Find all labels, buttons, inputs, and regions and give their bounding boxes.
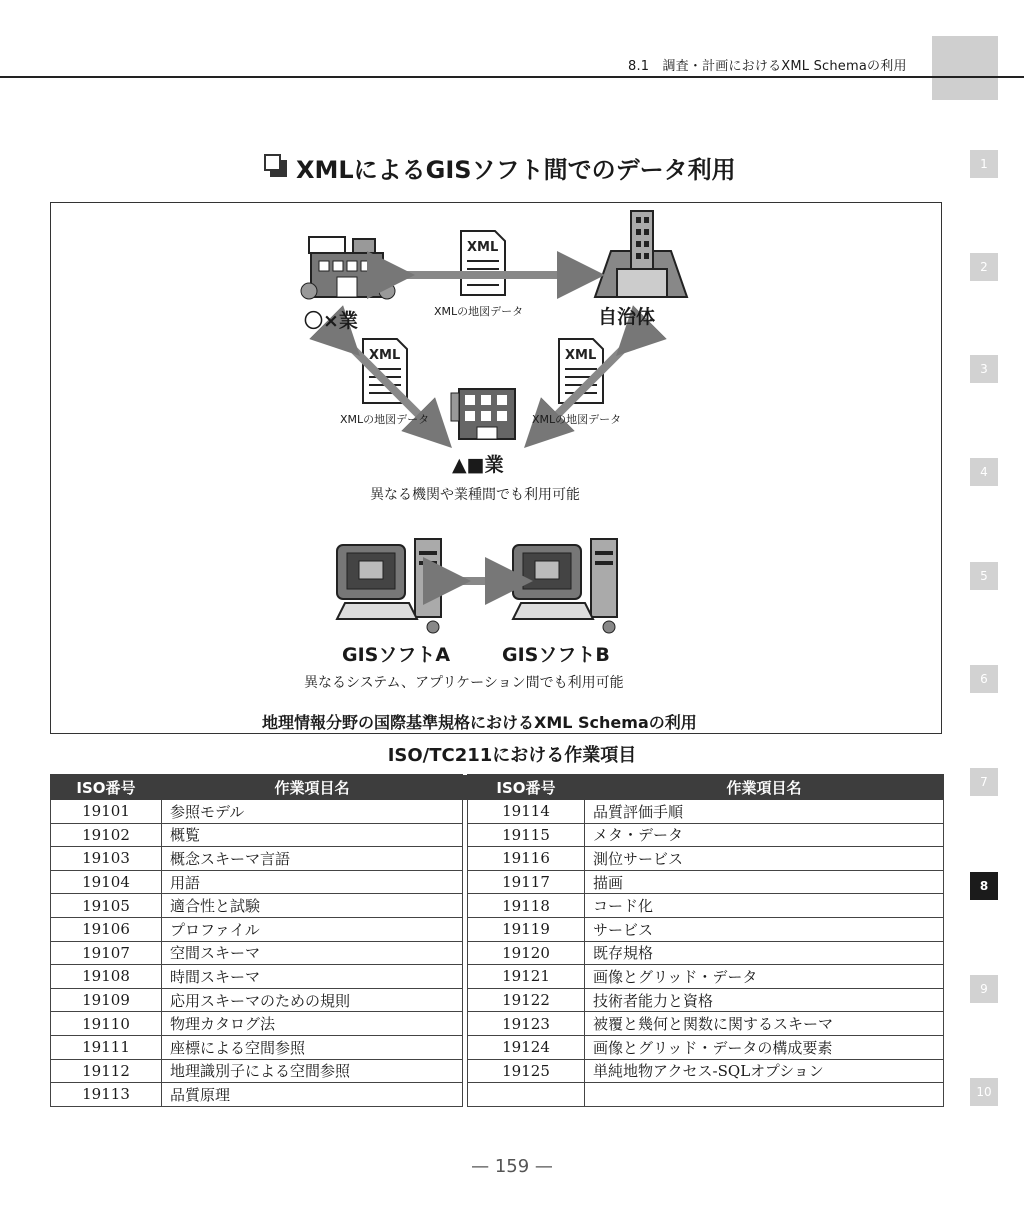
section-title: XMLによるGISソフト間でのデータ利用 xyxy=(296,156,736,184)
header-work-item-left: 作業項目名 xyxy=(162,775,463,800)
computer-a-icon xyxy=(337,539,441,633)
iso-number: 19109 xyxy=(51,988,162,1012)
iso-number: 19120 xyxy=(468,941,585,965)
iso-number: 19121 xyxy=(468,965,585,989)
work-item-name: 画像とグリッド・データの構成要素 xyxy=(585,1035,944,1059)
municipality-label: 自治体 xyxy=(598,306,656,328)
iso-number: 19107 xyxy=(51,941,162,965)
xml-doc-label-left: XML xyxy=(369,348,401,363)
chapter-tab-3[interactable]: 3 xyxy=(970,355,998,383)
xml-map-data-left: XMLの地図データ xyxy=(340,413,430,426)
xml-map-data-top: XMLの地図データ xyxy=(434,305,524,318)
header-rule xyxy=(0,76,1024,78)
work-item-name: 描画 xyxy=(585,870,944,894)
work-item-name: 地理識別子による空間参照 xyxy=(162,1059,463,1083)
table-row xyxy=(51,941,944,965)
table-row xyxy=(51,800,944,824)
work-item-name: 被覆と幾何と関数に関するスキーマ xyxy=(585,1012,944,1036)
computer-b-icon xyxy=(513,539,617,633)
iso-number: 19105 xyxy=(51,894,162,918)
table-row xyxy=(51,988,944,1012)
caption-systems: 異なるシステム、アプリケーション間でも利用可能 xyxy=(304,675,624,691)
work-item-name: 概念スキーマ言語 xyxy=(162,847,463,871)
center-company-building-icon xyxy=(451,389,515,439)
header-iso-number-right: ISO番号 xyxy=(468,775,585,800)
work-item-name xyxy=(585,1083,944,1107)
table-header-row xyxy=(51,775,944,800)
iso-number: 19101 xyxy=(51,800,162,824)
table-row xyxy=(51,823,944,847)
xml-map-data-right: XMLの地図データ xyxy=(532,413,622,426)
work-item-name: 用語 xyxy=(162,870,463,894)
xml-doc-label-right: XML xyxy=(565,348,597,363)
work-item-name: 品質評価手順 xyxy=(585,800,944,824)
iso-number: 19103 xyxy=(51,847,162,871)
work-item-name: 時間スキーマ xyxy=(162,965,463,989)
iso-number: 19118 xyxy=(468,894,585,918)
gis-b-label: GISソフトB xyxy=(502,644,610,666)
gis-a-label: GISソフトA xyxy=(342,644,451,666)
chapter-tab-7[interactable]: 7 xyxy=(970,768,998,796)
iso-number: 19116 xyxy=(468,847,585,871)
work-item-name: 単純地物アクセス-SQLオプション xyxy=(585,1059,944,1083)
chapter-tab-9[interactable]: 9 xyxy=(970,975,998,1003)
header-iso-number-left: ISO番号 xyxy=(51,775,162,800)
table-row xyxy=(51,1012,944,1036)
table-row xyxy=(51,965,944,989)
iso-number: 19123 xyxy=(468,1012,585,1036)
work-item-name: 適合性と試験 xyxy=(162,894,463,918)
header-tab-decoration xyxy=(932,36,998,100)
iso-number: 19124 xyxy=(468,1035,585,1059)
work-item-name: プロファイル xyxy=(162,917,463,941)
chapter-tab-6[interactable]: 6 xyxy=(970,665,998,693)
xml-doc-label-top: XML xyxy=(467,240,499,255)
figure-bottom-caption: 地理情報分野の国際基準規格におけるXML Schemaの利用 xyxy=(262,713,697,732)
iso-number: 19119 xyxy=(468,917,585,941)
iso-number: 19113 xyxy=(51,1083,162,1107)
work-item-name: 物理カタログ法 xyxy=(162,1012,463,1036)
company2-label: ▲■業 xyxy=(452,454,504,476)
work-item-name: 測位サービス xyxy=(585,847,944,871)
work-item-name: 座標による空間参照 xyxy=(162,1035,463,1059)
iso-number: 19104 xyxy=(51,870,162,894)
section-bullet-icon xyxy=(264,154,288,178)
iso-number: 19117 xyxy=(468,870,585,894)
table-row xyxy=(51,894,944,918)
municipality-building-icon xyxy=(595,211,687,297)
xml-document-icon-top xyxy=(461,231,505,295)
chapter-tab-8-active[interactable]: 8 xyxy=(970,872,998,900)
iso-number: 19111 xyxy=(51,1035,162,1059)
chapter-tab-4[interactable]: 4 xyxy=(970,458,998,486)
table-row xyxy=(51,847,944,871)
work-item-name: 概覧 xyxy=(162,823,463,847)
work-item-name: 画像とグリッド・データ xyxy=(585,965,944,989)
company1-label: 〇×業 xyxy=(304,310,358,332)
iso-number: 19112 xyxy=(51,1059,162,1083)
chapter-tab-1[interactable]: 1 xyxy=(970,150,998,178)
company-building-icon xyxy=(301,237,395,299)
table-title: ISO/TC211における作業項目 xyxy=(387,745,637,766)
work-item-name: コード化 xyxy=(585,894,944,918)
header-work-item-right: 作業項目名 xyxy=(585,775,944,800)
chapter-tab-2[interactable]: 2 xyxy=(970,253,998,281)
chapter-tab-10[interactable]: 10 xyxy=(970,1078,998,1106)
iso-number: 19102 xyxy=(51,823,162,847)
work-item-name: 品質原理 xyxy=(162,1083,463,1107)
work-item-name: 応用スキーマのための規則 xyxy=(162,988,463,1012)
table-row xyxy=(51,1083,944,1107)
work-item-name: メタ・データ xyxy=(585,823,944,847)
iso-work-items-table xyxy=(50,774,944,1107)
iso-number: 19106 xyxy=(51,917,162,941)
chapter-tab-5[interactable]: 5 xyxy=(970,562,998,590)
table-row xyxy=(51,917,944,941)
iso-number: 19125 xyxy=(468,1059,585,1083)
table-row xyxy=(51,1035,944,1059)
work-item-name: 技術者能力と資格 xyxy=(585,988,944,1012)
running-header: 8.1 調査・計画におけるXML Schemaの利用 xyxy=(628,59,907,74)
iso-number: 19114 xyxy=(468,800,585,824)
work-item-name: 参照モデル xyxy=(162,800,463,824)
iso-number: 19115 xyxy=(468,823,585,847)
iso-number xyxy=(468,1083,585,1107)
iso-number: 19122 xyxy=(468,988,585,1012)
caption-organizations: 異なる機関や業種間でも利用可能 xyxy=(370,487,580,503)
table-row xyxy=(51,870,944,894)
work-item-name: サービス xyxy=(585,917,944,941)
page-number: — 159 — xyxy=(471,1156,553,1177)
table-row xyxy=(51,1059,944,1083)
iso-number: 19108 xyxy=(51,965,162,989)
work-item-name: 空間スキーマ xyxy=(162,941,463,965)
iso-number: 19110 xyxy=(51,1012,162,1036)
work-item-name: 既存規格 xyxy=(585,941,944,965)
